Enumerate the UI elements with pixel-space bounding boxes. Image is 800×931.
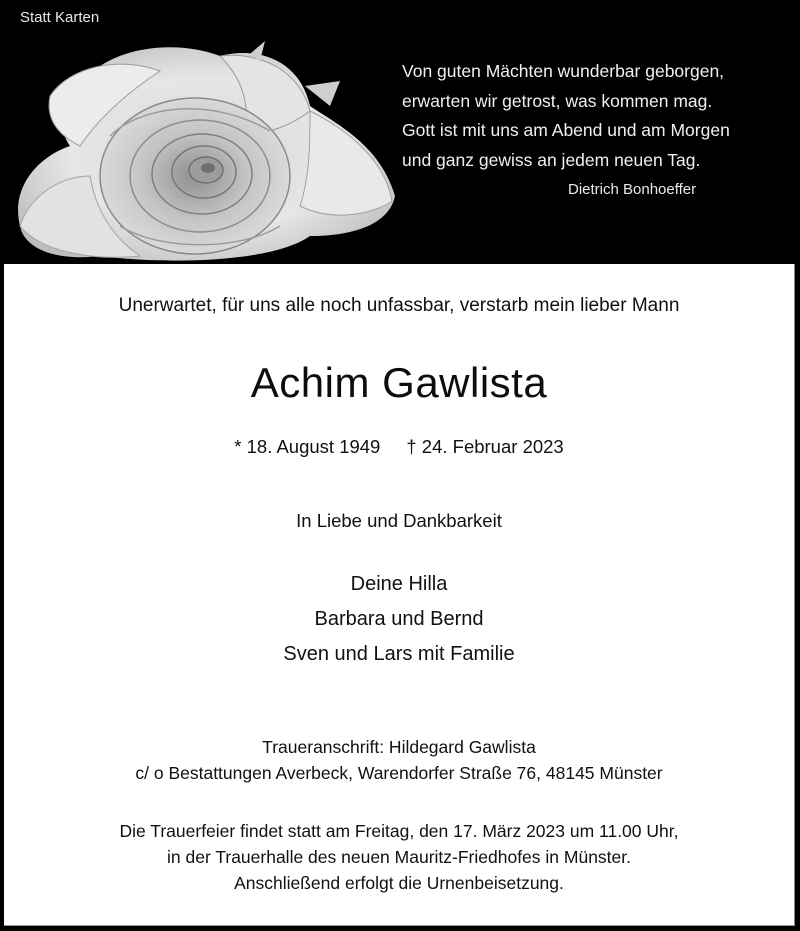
address-line: c/ o Bestattungen Averbeck, Warendorfer Straße 76, 48145 Münster bbox=[135, 763, 663, 783]
mourner: Deine Hilla bbox=[350, 573, 448, 595]
quote-line: Gott ist mit uns am Abend und am Morgen bbox=[402, 120, 730, 140]
header-band bbox=[0, 0, 800, 264]
death-date: † 24. Februar 2023 bbox=[406, 436, 564, 457]
thanks-text: In Liebe und Dankbarkeit bbox=[296, 510, 502, 531]
quote-line: erwarten wir getrost, was kommen mag. bbox=[402, 90, 713, 111]
ceremony-info bbox=[4, 818, 794, 896]
address-line: Traueranschrift: Hildegard Gawlista bbox=[262, 737, 536, 757]
rose-image bbox=[10, 36, 410, 264]
intro-text: Unerwartet, für uns alle noch unfassbar, verstarb mein lieber Mann bbox=[118, 295, 680, 316]
mourning-address bbox=[4, 734, 794, 786]
quote-author: Dietrich Bonhoeffer bbox=[568, 181, 697, 198]
birth-date: * 18. August 1949 bbox=[234, 436, 381, 457]
mourner: Sven und Lars mit Familie bbox=[283, 643, 515, 665]
ceremony-line: Anschließend erfolgt die Urnenbeisetzung. bbox=[234, 873, 564, 893]
life-dates bbox=[4, 436, 794, 458]
quote-line: Von guten Mächten wunderbar geborgen, bbox=[402, 61, 725, 81]
ceremony-line: in der Trauerhalle des neuen Mauritz-Friedhofes in Münster. bbox=[167, 847, 631, 867]
deceased-name: Achim Gawlista bbox=[250, 359, 548, 406]
mourner: Barbara und Bernd bbox=[314, 608, 484, 630]
bonhoeffer-quote bbox=[402, 57, 730, 175]
statt-karten-label: Statt Karten bbox=[20, 9, 100, 26]
obituary-card bbox=[4, 264, 795, 926]
ceremony-line: Die Trauerfeier findet statt am Freitag, den 17. März 2023 um 11.00 Uhr, bbox=[119, 821, 679, 841]
quote-line: und ganz gewiss an jedem neuen Tag. bbox=[402, 149, 701, 170]
mourners-list bbox=[4, 567, 794, 672]
